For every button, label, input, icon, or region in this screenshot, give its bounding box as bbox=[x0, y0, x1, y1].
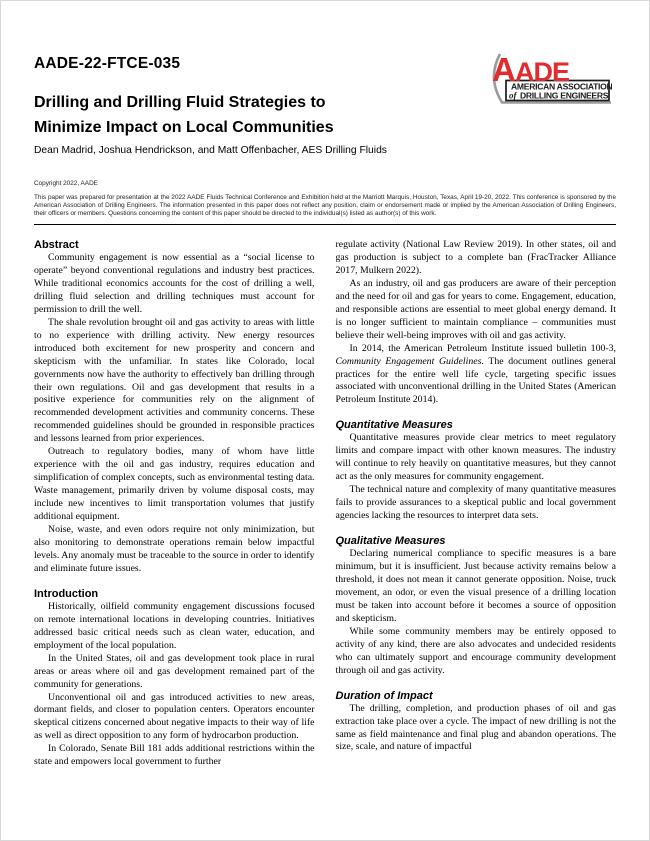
copyright-notice: Copyright 2022, AADE bbox=[34, 180, 98, 187]
paragraph: As an industry, oil and gas producers are aware of their perception and the need for oil and gas for years to come. Engagement, education, and responsible actions are essential to meet global energy demand. It is no longer sufficient to maintain compliance – communities must believe their well-being improves with oil and gas activity. bbox=[335, 277, 616, 341]
right-column bbox=[336, 236, 617, 769]
subsection-heading: Duration of Impact bbox=[335, 689, 433, 702]
aade-logo-icon bbox=[486, 51, 612, 107]
paragraph: In Colorado, Senate Bill 181 adds additional restrictions within the state and empowers local government to further bbox=[34, 743, 315, 768]
paragraph: In the United States, oil and gas development took place in rural areas or areas where oil and gas development remained part of the community for generations. bbox=[34, 652, 315, 690]
logo-letter-a: A bbox=[492, 51, 515, 88]
left-column bbox=[34, 236, 315, 769]
paragraph: Outreach to regulatory bodies, many of whom have little experience with the oil and gas industry, requires education and simplification of complex concepts, such as environmental testing data. Waste management, primarily driven by volume disposal costs, may include new incentives to limit transportation volumes that justify additional equipment. bbox=[34, 446, 315, 523]
paragraph: While some community members may be entirely opposed to activity of any kind, there are also advocates and undecided residents who can ultimately support and encourage community development through oil and gas activity. bbox=[335, 625, 616, 676]
paragraph: In 2014, the American Petroleum Institute issued bulletin 100-3, Community Engagement Guidelines. The document outlines general practices for the entire well life cycle, targeting specific issues associated with unconventional drilling in the United States (American Petroleum Institute 2014). bbox=[335, 342, 616, 406]
paragraph: Unconventional oil and gas introduced activities to new areas, dormant fields, and closer to population centers. Operators encounter skeptical citizens concerned about negative impacts to their way of life as well as direct opposition to any form of hydrocarbon production. bbox=[34, 691, 315, 742]
logo-subtitle-of: of bbox=[509, 90, 517, 101]
paragraph: Noise, waste, and even odors require not only minimization, but also monitoring to demonstrate operations remain below impactful levels. Any anomaly must be traceable to the source in order to identify and eliminate future issues. bbox=[34, 524, 315, 574]
section-heading: Introduction bbox=[34, 587, 99, 600]
paragraph: Community engagement is now essential as a “social license to operate” beyond conventional regulations and industry best practices. While traditional economics accounts for the cost of drilling a well, drilling fluid selection and drilling techniques must account for permission to drill the well. bbox=[34, 252, 315, 315]
paper-number: AADE-22-FTCE-035 bbox=[34, 55, 181, 72]
paper-title bbox=[34, 90, 387, 140]
paragraph: Declaring numerical compliance to specific measures is a bare minimum, but it is insufficient. Just because activity remains below a threshold, it does not mean it cannot generate opposition. Noise, truck movement, an odor, or even the visual presence of a drilling location must be taken into account before it becomes a source of opposition and skepticism. bbox=[335, 548, 616, 624]
paper-body bbox=[34, 236, 616, 769]
paragraph: Quantitative measures provide clear metrics to meet regulatory limits and compare impact with other known measures. The industry will continue to rely heavily on quantitative measures, but they cannot act as the only measures for community engagement. bbox=[335, 432, 616, 483]
paragraph: The drilling, completion, and production phases of oil and gas extraction take place over a cycle. The impact of new drilling is not the same as field maintenance and final plug and abandon operations. The size, scale, and nature of impactful bbox=[335, 702, 616, 753]
header-divider bbox=[34, 224, 616, 225]
section-heading: Abstract bbox=[34, 239, 79, 251]
paper-authors: Dean Madrid, Joshua Hendrickson, and Matt Offenbacher, AES Drilling Fluids bbox=[34, 145, 387, 156]
logo-subtitle-line2: DRILLING ENGINEERS bbox=[520, 90, 609, 101]
subsection-heading: Quantitative Measures bbox=[335, 419, 453, 432]
aade-logo bbox=[486, 51, 612, 112]
paper-header bbox=[34, 51, 616, 156]
paragraph: The technical nature and complexity of many quantitative measures fails to provide assurances to a skeptical public and local government agencies lacking the resources to interpret data sets. bbox=[335, 484, 616, 522]
logo-subtitle-line1: AMERICAN ASSOCIATION bbox=[511, 81, 612, 92]
header-text-block bbox=[34, 55, 387, 156]
subsection-heading: Qualitative Measures bbox=[335, 535, 446, 548]
logo-letters-ade: ADE bbox=[515, 57, 570, 87]
paragraph: Historically, oilfield community engagement discussions focused on remote international locations in developing countries. Initiatives addressed basic critical needs such as clean water, education, and employment of the local population. bbox=[34, 600, 315, 651]
paper-title-line2: Minimize Impact on Local Communities bbox=[34, 119, 334, 136]
paper-title-line1: Drilling and Drilling Fluid Strategies to bbox=[34, 94, 326, 111]
conference-disclaimer: This paper was prepared for presentation at the 2022 AADE Fluids Technical Conference and Exhibition held at the Marriott Marquis, Houston, Texas, April 19-20, 2022. This conference is sponsored by the American Association of Drilling Engineers. The information presented in this paper does not reflect any position, claim or endorsement made or implied by the American Association of Drilling Engineers, their officers or members. Questions concerning the content of this paper should be directed to the individual(s) listed as author(s) of this work. bbox=[34, 194, 616, 217]
paragraph: The shale revolution brought oil and gas activity to areas with little to no experience with drilling activity. New energy resources introduced both excitement for new prosperity and concern and skepticism with the unfamiliar. In states like Colorado, local governments now have the authority to effectively ban drilling through their own regulations. Oil and gas development that results in a positive experience for communities rely on the alignment of recommended development activities and community concerns. These recommended guidelines should be grounded in responsible practices and lessons learned from prior experiences. bbox=[34, 316, 315, 445]
paragraph: regulate activity (National Law Review 2019). In other states, oil and gas production is subject to a complete ban (FracTracker Alliance 2017, Mulkern 2022). bbox=[335, 239, 616, 276]
